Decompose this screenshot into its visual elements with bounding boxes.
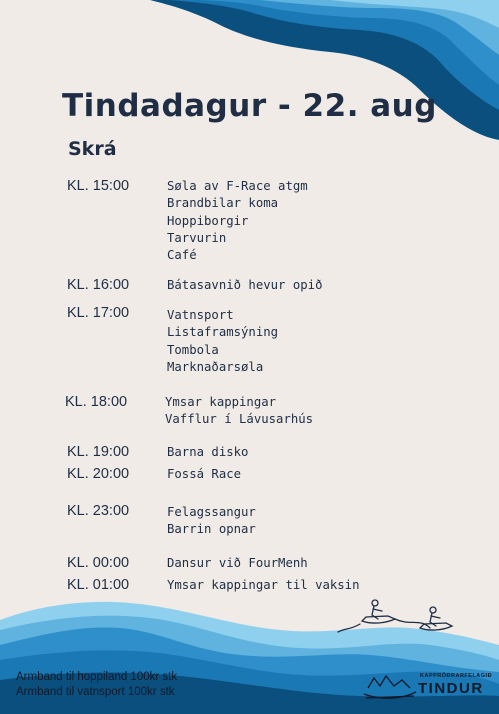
event-item: Barna disko: [167, 445, 249, 459]
time-label: KL. 15:00: [67, 178, 130, 194]
footer-line: Armband til hoppiland 100kr stk: [16, 671, 178, 683]
time-label: KL. 20:00: [67, 466, 130, 482]
event-list: [167, 555, 308, 572]
event-item: Tombola: [167, 342, 219, 357]
event-list: [167, 504, 256, 539]
event-item: Ymsar kappingar: [165, 395, 277, 409]
event-item: Barrin opnar: [167, 522, 256, 537]
time-label: KL. 00:00: [67, 555, 130, 571]
time-label: KL. 01:00: [67, 577, 130, 593]
event-list: [165, 394, 313, 429]
event-item: Ymsar kappingar til vaksin: [167, 578, 360, 592]
event-list: [167, 577, 360, 594]
footer-line: Armband til vatnsport 100kr stk: [16, 686, 175, 698]
event-item: Søla av F-Race atgm: [167, 179, 308, 193]
event-item: Brandbilar koma: [167, 196, 279, 211]
event-item: Tarvurin: [167, 230, 227, 245]
schedule-heading: Skrá: [68, 138, 117, 160]
event-list: [167, 444, 248, 461]
event-item: Bátasavnið hevur opið: [167, 278, 323, 292]
event-item: Fossá Race: [167, 467, 242, 481]
event-item: Dansur við FourMenh: [167, 556, 308, 570]
logo-tagline: KAPPRÓÐRARFELAGIÐ: [420, 673, 493, 679]
event-item: Hoppiborgir: [167, 213, 249, 228]
event-list: [167, 277, 322, 294]
time-label: KL. 19:00: [67, 444, 130, 460]
footer-note: [16, 670, 177, 700]
event-item: Listaframsýning: [167, 325, 279, 340]
page-title: Tindadagur - 22. aug: [62, 88, 437, 124]
event-item: Café: [167, 248, 197, 263]
event-item: Felagssangur: [167, 505, 256, 519]
time-label: KL. 16:00: [67, 277, 130, 293]
event-item: Marknaðarsøla: [167, 359, 264, 374]
logo-name: TINDUR: [418, 680, 484, 697]
event-list: [167, 307, 278, 376]
event-list: [167, 178, 308, 264]
time-label: KL. 18:00: [65, 394, 128, 410]
time-label: KL. 23:00: [67, 503, 130, 519]
event-item: Vatnsport: [167, 308, 234, 322]
event-item: Vafflur í Lávusarhús: [165, 412, 314, 427]
event-list: [167, 466, 241, 483]
time-label: KL. 17:00: [67, 305, 130, 321]
